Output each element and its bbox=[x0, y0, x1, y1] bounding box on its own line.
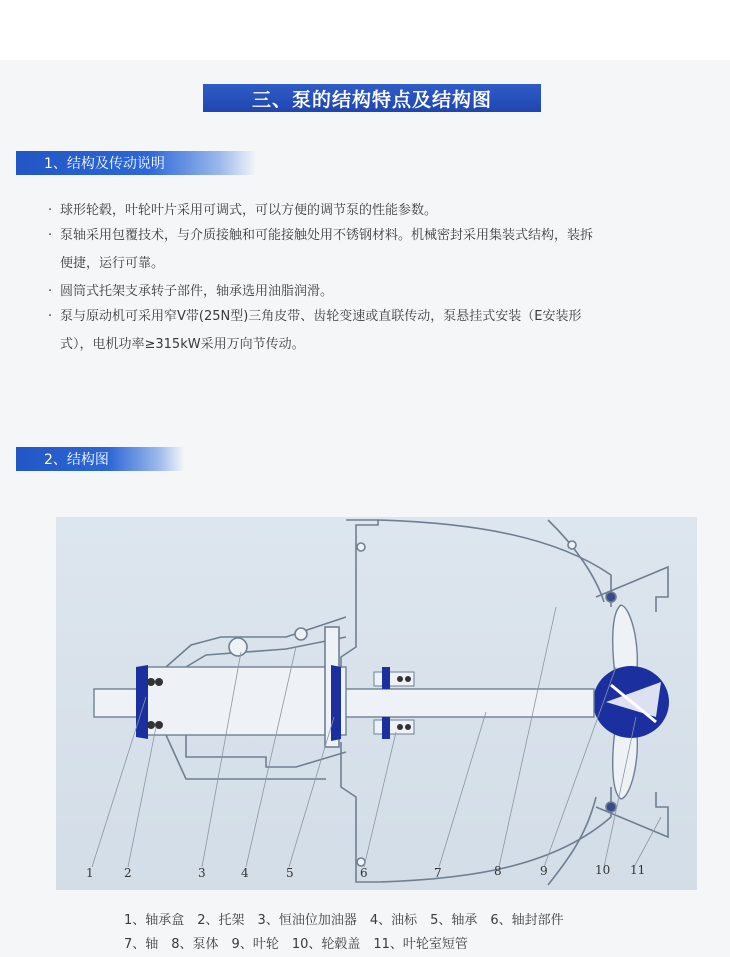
legend-line: 1、轴承盒 2、托架 3、恒油位加油器 4、油标 5、轴承 6、轴封部件 bbox=[124, 913, 564, 928]
part-number: 4 bbox=[241, 866, 249, 880]
part-number: 7 bbox=[434, 866, 442, 880]
section-heading-structure: 1、结构及传动说明 bbox=[16, 151, 256, 175]
part-number: 8 bbox=[494, 864, 502, 878]
part-number: 5 bbox=[286, 866, 294, 880]
bullet-item: · 圆筒式托架支承转子部件，轴承选用油脂润滑。 bbox=[48, 279, 728, 304]
pump-structure-diagram bbox=[56, 517, 697, 890]
leader-lines bbox=[92, 607, 661, 867]
bullet-item: · 泵与原动机可采用窄V带(25N型)三角皮带、齿轮变速或直联传动，泵悬挂式安装（E安装形 bbox=[48, 304, 728, 329]
bullet-dot: · bbox=[48, 284, 53, 299]
bullet-dot: · bbox=[48, 203, 53, 218]
bullet-continuation: 式），电机功率≥315kW采用万向节传动。 bbox=[60, 337, 305, 352]
impeller-hub bbox=[593, 666, 669, 738]
pump-cross-section bbox=[56, 517, 697, 890]
structure-description bbox=[48, 198, 728, 360]
part-number: 2 bbox=[124, 866, 132, 880]
part-number: 6 bbox=[360, 866, 368, 880]
part-number: 11 bbox=[630, 863, 646, 877]
part-number: 9 bbox=[540, 864, 548, 878]
part-number-labels bbox=[86, 863, 645, 880]
page-title: 三、泵的结构特点及结构图 bbox=[203, 84, 541, 112]
part-number: 10 bbox=[595, 863, 611, 877]
bullet-dot: · bbox=[48, 228, 53, 243]
bullet-dot: · bbox=[48, 309, 53, 324]
part-number: 3 bbox=[198, 866, 206, 880]
pump-shaft bbox=[94, 667, 594, 735]
page-top-margin bbox=[0, 0, 730, 60]
bullet-item: · 泵轴采用包覆技术，与介质接触和可能接触处用不锈钢材料。机械密封采用集装式结构，装拆 bbox=[48, 223, 728, 248]
section-heading-diagram: 2、结构图 bbox=[16, 447, 184, 471]
bullet-continuation: 便捷，运行可靠。 bbox=[60, 256, 165, 271]
part-number: 1 bbox=[86, 866, 94, 880]
parts-legend bbox=[124, 909, 564, 957]
legend-line: 7、轴 8、泵体 9、叶轮 10、轮毂盖 11、叶轮室短管 bbox=[124, 937, 468, 952]
bullet-item: · 球形轮毂，叶轮叶片采用可调式，可以方便的调节泵的性能参数。 bbox=[48, 198, 728, 223]
